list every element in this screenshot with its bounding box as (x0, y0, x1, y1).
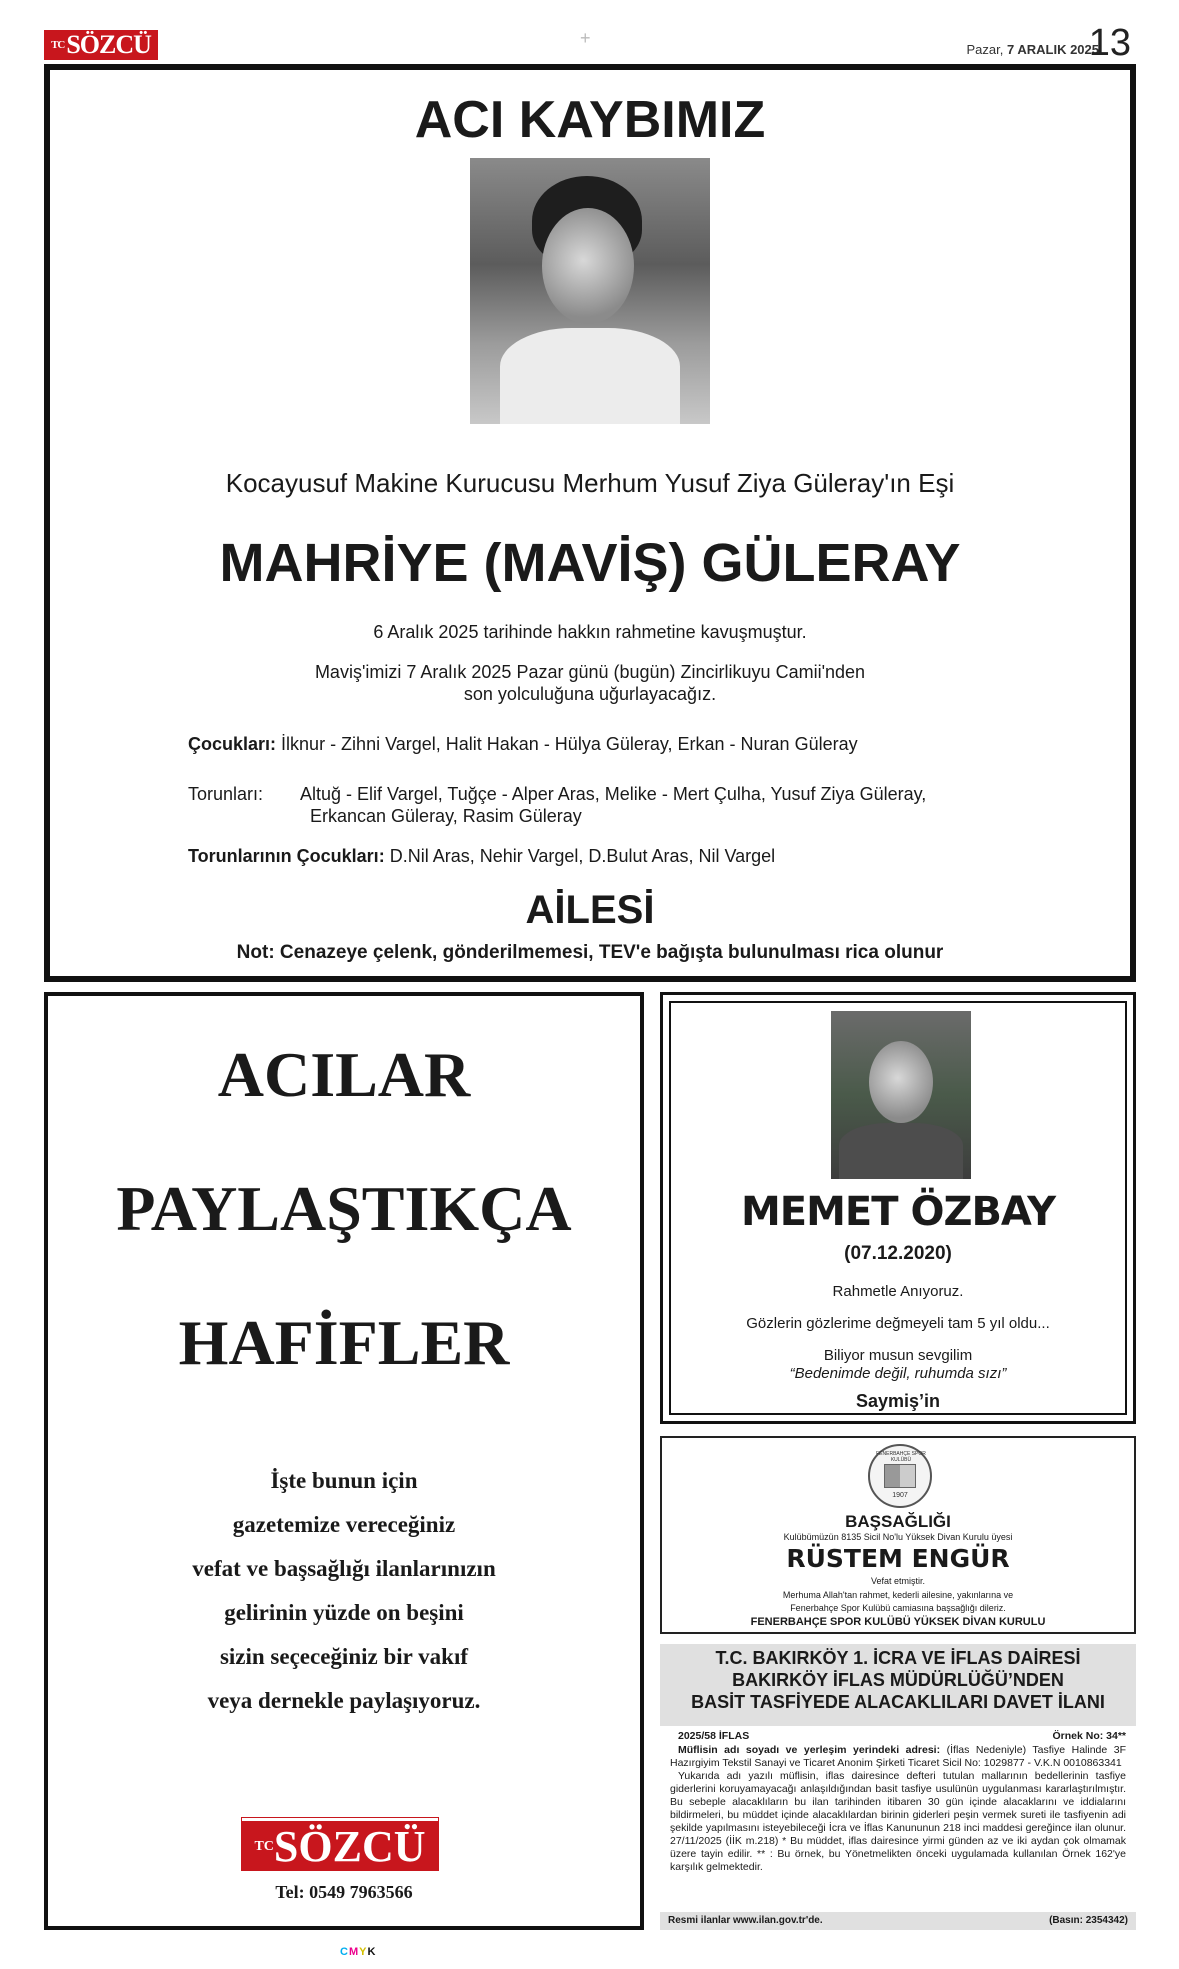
family-signature: AİLESİ (525, 888, 655, 932)
campaign-text-2: gazetemize vereceğiniz (232, 1512, 456, 1537)
legal-notice-header (660, 1644, 1136, 1726)
legal-notice (660, 1644, 1136, 1930)
deceased-photo (470, 158, 710, 424)
memorial-signature: Saymiş’in (855, 1391, 941, 1411)
campaign-text-3: vefat ve başsağlığı ilanlarınızın (192, 1556, 496, 1581)
condolence-text-2: Fenerbahçe Spor Kulübü camiasına başsağlığı dileriz. (790, 1603, 1006, 1613)
legal-footer-ref: (Basın: 2354342) (1049, 1915, 1128, 1926)
condolence-name: RÜSTEM ENGÜR (786, 1544, 1010, 1573)
campaign-ad (44, 992, 644, 1930)
campaign-line1: ACILAR (217, 1039, 471, 1110)
campaign-text-5: sizin seçeceğiniz bir vakıf (219, 1644, 469, 1669)
legal-heading-1: T.C. BAKIRKÖY 1. İCRA VE İFLAS DAİRESİ (715, 1648, 1081, 1668)
campaign-text-4: gelirinin yüzde on beşini (224, 1600, 464, 1625)
death-notice: 6 Aralık 2025 tarihinde hakkın rahmetine kavuşmuştur. (373, 622, 807, 642)
obituary-note: Not: Cenazeye çelenk, gönderilmemesi, TEV'e bağışta bulunulması rica olunur (236, 942, 944, 963)
campaign-text-1: İşte bunun için (270, 1468, 418, 1493)
sozcu-logo-large: $^{TC}$SÖZCÜ (242, 1818, 438, 1870)
funeral-info-line2: son yolculuğuna uğurlayacağız. (463, 684, 717, 704)
condolence-signature: FENERBAHÇE SPOR KULÜBÜ YÜKSEK DİVAN KURULU (750, 1616, 1046, 1628)
obituary-subtitle: Kocayusuf Makine Kurucusu Merhum Yusuf Ziya Güleray'ın Eşi (225, 468, 955, 498)
registration-mark-icon: + (580, 28, 591, 48)
issue-date: Pazar, 7 ARALIK 2025 (966, 42, 1099, 57)
legal-paragraph-1: Müflisin adı soyadı ve yerleşim yerindeki adresi: (İflas Nedeniyle) Tasfiye Halinde 3F Hazırgiyim Tekstil Sanayi ve Ticaret Anonim Şirketi Ticaret Sicil No: 1029877 - V.K.N 0010863341 (670, 1744, 1127, 1769)
memorial-text-1: Rahmetle Anıyoruz. (832, 1283, 964, 1300)
legal-body (670, 1744, 1126, 1874)
memorial-text-3: Biliyor musun sevgilim (823, 1347, 973, 1364)
memorial-name: MEMET ÖZBAY (740, 1189, 1056, 1235)
campaign-text-6: veya dernekle paylaşıyoruz. (207, 1688, 481, 1713)
legal-notice-footer (660, 1912, 1136, 1930)
memorial-ad (660, 992, 1136, 1424)
condolence-ad (660, 1436, 1136, 1634)
memorial-text-4: “Bedenimde değil, ruhumda sızı” (789, 1365, 1007, 1382)
page-number: 13 (1088, 22, 1131, 64)
funeral-info-line1: Maviş'imizi 7 Aralık 2025 Pazar günü (bugün) Zincirlikuyu Camii'nden (314, 662, 866, 682)
obituary-main (44, 64, 1136, 982)
condolence-died: Vefat etmiştir. (870, 1576, 926, 1586)
cmyk-print-mark: CMYK (340, 1946, 377, 1958)
memorial-text-2: Gözlerin gözlerime değmeyeli tam 5 yıl oldu... (746, 1315, 1050, 1332)
great-grandchildren-line: Torunlarının Çocukları: D.Nil Aras, Nehir Vargel, D.Bulut Aras, Nil Vargel (188, 846, 776, 866)
condolence-subtitle: Kulübümüzün 8135 Sicil No'lu Yüksek Divan Kurulu üyesi (783, 1532, 1013, 1542)
legal-sample-number: Örnek No: 34** (1052, 1730, 1126, 1742)
fenerbahce-emblem-icon: FENERBAHÇE SPOR KULÜBÜ 1907 (868, 1444, 932, 1508)
campaign-line3: HAFİFLER (178, 1307, 510, 1378)
grandchildren-label: Torunları: (188, 784, 264, 804)
campaign-phone: Tel: 0549 7963566 (275, 1882, 413, 1902)
legal-footer-link: Resmi ilanlar www.ilan.gov.tr'de. (668, 1915, 823, 1926)
condolence-text-1: Merhuma Allah'tan rahmet, kederli ailesine, yakınlarına ve (782, 1590, 1014, 1600)
memorial-date: (07.12.2020) (844, 1243, 952, 1264)
legal-case-number: 2025/58 İFLAS (678, 1730, 750, 1742)
memorial-frame (669, 1001, 1127, 1415)
grandchildren-line1: Altuğ - Elif Vargel, Tuğçe - Alper Aras, Melike - Mert Çulha, Yusuf Ziya Güleray, (300, 784, 927, 804)
memorial-photo (831, 1011, 971, 1179)
obituary-title: ACI KAYBIMIZ (414, 91, 766, 149)
logo-text: SÖZCÜ (66, 30, 151, 59)
children-line: Çocukları: İlknur - Zihni Vargel, Halit Hakan - Hülya Güleray, Erkan - Nuran Güleray (188, 734, 858, 754)
grandchildren-line2: Erkancan Güleray, Rasim Güleray (310, 806, 582, 826)
condolence-title: BAŞSAĞLIĞI (845, 1512, 951, 1531)
legal-paragraph-2: Yukarıda adı yazılı müflisin, iflas dairesince defteri tutulan mallarının bedellerinin tasfiye giderlerini koruyamayacağı anlaşıldığından basit tasfiye usulünün uygulanması kararlaştırılmıştır. Bu sebeple alacaklıların bu ilan tarihinden itibaren 30 gün içinde alacaklarını ve iddialarını bildirmeleri, bu müddet içinde alacaklılardan birinin giderleri peşin vermek sureti ile tasfiyenin adi şekilde yapılmasını isteyebileceği İcra ve İflas Kanununun 218 inci maddesi gereğince ilan olunur. 27/11/2025 (İİK m.218) * Bu müddet, iflas dairesince yirmi günden az ve iki aydan çok olmamak üzere tayin edilir. ** : Bu örnek, bu Yönetmelikten önceki uygulamada kullanılan Örnek 162'ye karşılık gelmektedir. (670, 1770, 1126, 1873)
campaign-line2: PAYLAŞTIKÇA (116, 1173, 572, 1244)
legal-heading-2: BAKIRKÖY İFLAS MÜDÜRLÜĞÜ’NDEN (732, 1670, 1064, 1690)
sozcu-logo: $^{TC}$SÖZCÜ (44, 30, 158, 60)
legal-heading-3: BASİT TASFİYEDE ALACAKLILARI DAVET İLANI (691, 1692, 1105, 1712)
deceased-name: MAHRİYE (MAVİŞ) GÜLERAY (219, 533, 961, 593)
